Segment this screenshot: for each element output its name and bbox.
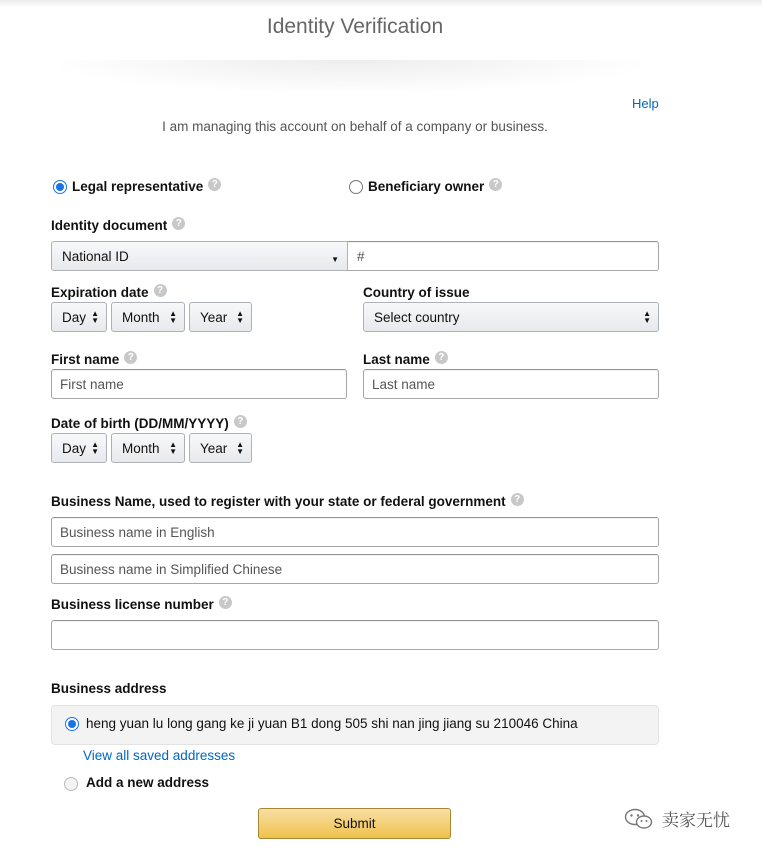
- page-title: Identity Verification: [266, 15, 444, 38]
- help-icon[interactable]: ?: [234, 415, 247, 428]
- saved-address-text: heng yuan lu long gang ke ji yuan B1 dong 505 shi nan jing jiang su 210046 China: [86, 716, 578, 731]
- title-divider-shadow: [60, 60, 640, 92]
- top-bar: [0, 0, 762, 8]
- expiration-month-select[interactable]: Month ▲ ▼: [111, 302, 185, 332]
- help-icon[interactable]: ?: [172, 217, 185, 230]
- business-license-label: Business license number ?: [51, 597, 232, 612]
- business-name-chinese-input[interactable]: Business name in Simplified Chinese: [51, 554, 659, 584]
- date-of-birth-label: Date of birth (DD/MM/YYYY) ?: [51, 416, 247, 431]
- sort-arrows-icon: ▲ ▼: [236, 309, 244, 325]
- sort-arrows-icon: ▲ ▼: [169, 309, 177, 325]
- business-name-label: Business Name, used to register with your state or federal government ?: [51, 494, 524, 509]
- identity-document-label: Identity document ?: [51, 218, 185, 233]
- sort-arrows-icon: ▲ ▼: [236, 440, 244, 456]
- expiration-year-select[interactable]: Year ▲ ▼: [189, 302, 252, 332]
- add-new-address-label: Add a new address: [86, 775, 210, 790]
- expiration-date-label: Expiration date ?: [51, 285, 167, 300]
- country-of-issue-select[interactable]: Select country ▲ ▼: [363, 302, 659, 332]
- help-icon[interactable]: ?: [219, 596, 232, 609]
- identity-number-input[interactable]: #: [346, 241, 659, 271]
- sort-arrows-icon: ▲ ▼: [91, 440, 99, 456]
- sort-arrows-icon: ▲ ▼: [643, 309, 651, 325]
- help-icon[interactable]: ?: [154, 284, 167, 297]
- wechat-icon: [624, 808, 654, 830]
- legal-representative-radio[interactable]: [53, 180, 67, 194]
- watermark-text: 卖家无忧: [662, 811, 730, 830]
- help-icon[interactable]: ?: [489, 178, 502, 191]
- help-icon[interactable]: ?: [435, 351, 448, 364]
- expiration-day-select[interactable]: Day ▲ ▼: [51, 302, 107, 332]
- beneficiary-owner-label: Beneficiary owner ?: [368, 179, 502, 194]
- caret-down-icon: ▼: [331, 255, 339, 264]
- add-new-address-radio[interactable]: [64, 777, 78, 791]
- view-all-addresses-link[interactable]: View all saved addresses: [83, 748, 236, 763]
- subtitle: I am managing this account on behalf of a company or business.: [162, 119, 548, 134]
- identity-document-select[interactable]: National ID ▼: [51, 241, 348, 271]
- birth-month-select[interactable]: Month ▲ ▼: [111, 433, 185, 463]
- sort-arrows-icon: ▲ ▼: [91, 309, 99, 325]
- saved-address-radio[interactable]: [65, 717, 79, 731]
- beneficiary-owner-radio[interactable]: [349, 180, 363, 194]
- watermark: [624, 806, 730, 831]
- birth-day-select[interactable]: Day ▲ ▼: [51, 433, 107, 463]
- help-icon[interactable]: ?: [511, 493, 524, 506]
- birth-year-select[interactable]: Year ▲ ▼: [189, 433, 252, 463]
- country-of-issue-label: Country of issue: [363, 285, 470, 300]
- business-license-input[interactable]: [51, 620, 659, 650]
- help-link[interactable]: Help: [632, 96, 659, 111]
- business-address-label: Business address: [51, 681, 167, 696]
- last-name-input[interactable]: Last name: [363, 369, 659, 399]
- first-name-input[interactable]: First name: [51, 369, 347, 399]
- legal-representative-label: Legal representative ?: [72, 179, 221, 194]
- business-name-english-input[interactable]: Business name in English: [51, 517, 659, 547]
- last-name-label: Last name ?: [363, 352, 448, 367]
- first-name-label: First name ?: [51, 352, 137, 367]
- sort-arrows-icon: ▲ ▼: [169, 440, 177, 456]
- submit-button[interactable]: Submit: [258, 808, 451, 839]
- help-icon[interactable]: ?: [124, 351, 137, 364]
- help-icon[interactable]: ?: [208, 178, 221, 191]
